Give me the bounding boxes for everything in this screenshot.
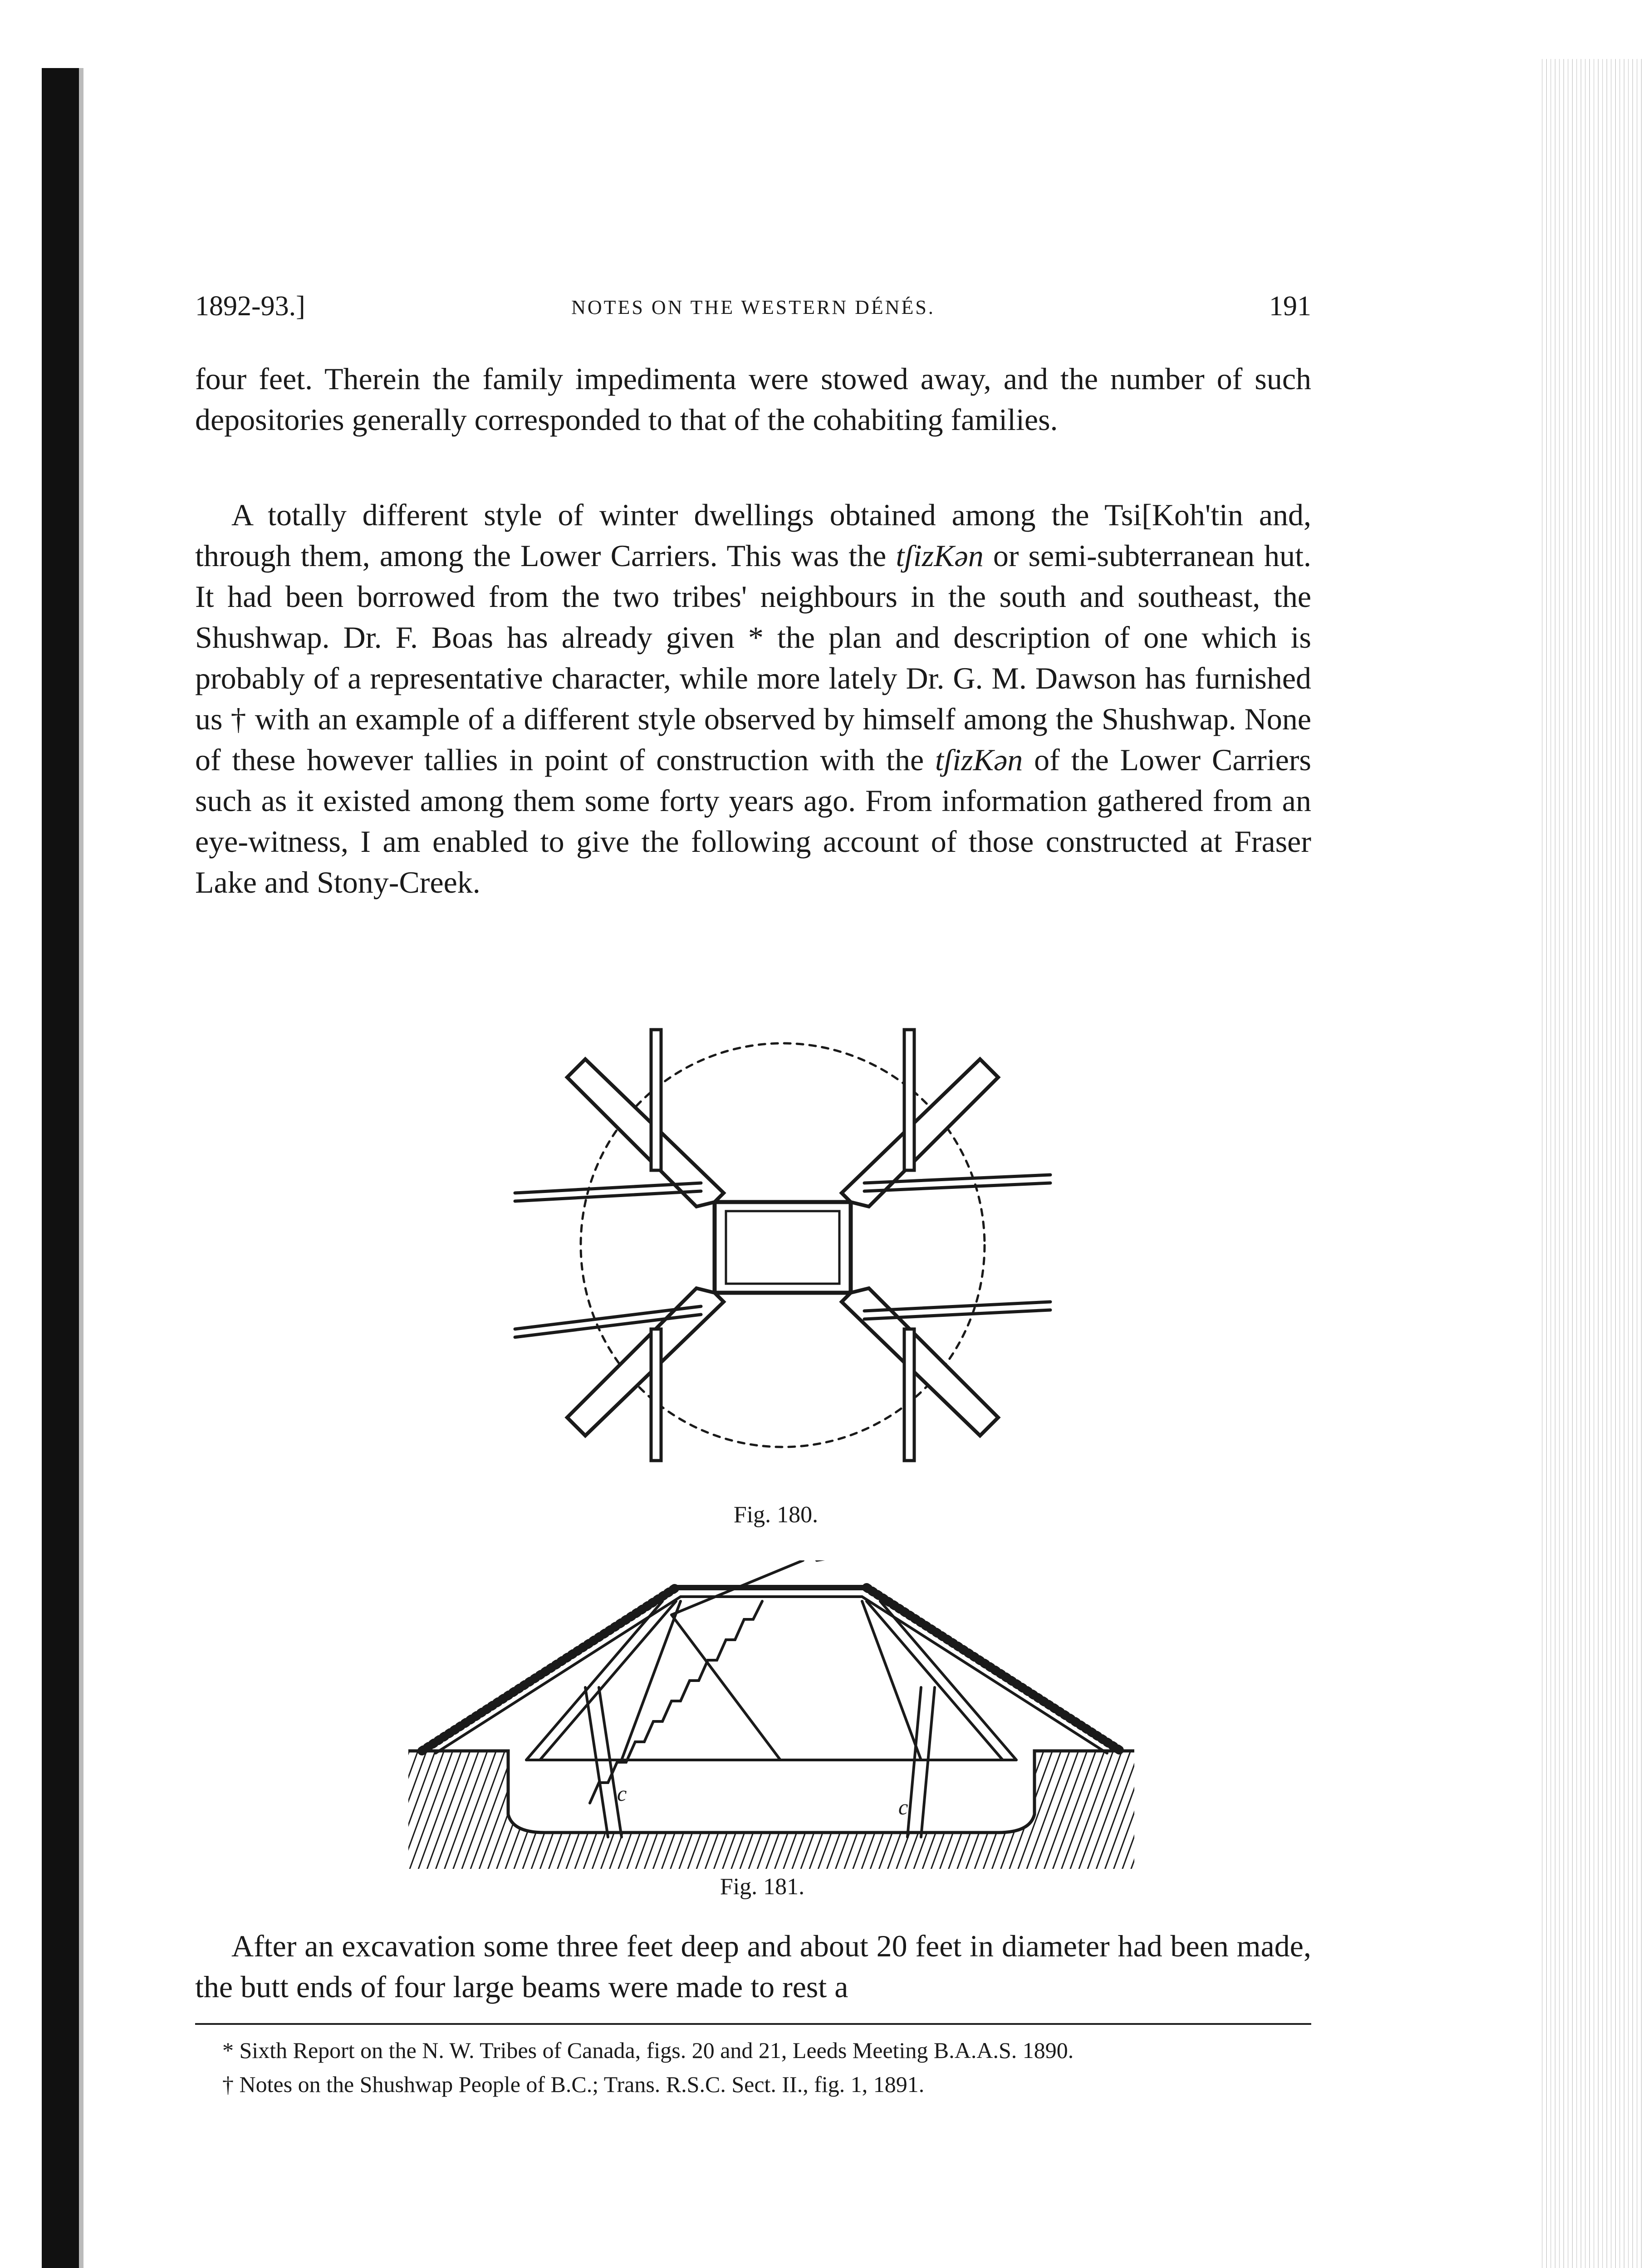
footnote-2: † Notes on the Shushwap People of B.C.; Trans. R.S.C. Sect. II., fig. 1, 1891.	[222, 2072, 925, 2097]
label-c-left: c	[617, 1782, 627, 1806]
tribe-name-bracket: [	[1142, 498, 1152, 532]
paragraph-2-part-b: or semi-subterranean hut. It had been borrowed from the two tribes' neighbours in the south and southeast, the Shushwap. Dr. F. Boas has already given * the plan and description of one which is probably of a representative character, while more lately Dr. G. M. Dawson has furnished us † with an example of a different style observed by himself among the Shushwap. None of these however tallies in point of construction with the	[195, 538, 1311, 777]
scan-right-edge-noise	[1538, 59, 1642, 2268]
page-number: 191	[1269, 291, 1311, 322]
paragraph-2-part-a: A totally different style of winter dwellings obtained among the Tsi	[231, 498, 1142, 532]
paragraph-3: After an excavation some three feet deep and about 20 feet in diameter had been made, the butt ends of four large beams were made to rest a	[195, 1929, 1311, 2004]
scan-binding-edge	[79, 68, 83, 2268]
footnote-1: * Sixth Report on the N. W. Tribes of Canada, figs. 20 and 21, Leeds Meeting B.A.A.S. 1890.	[222, 2038, 1074, 2063]
footnote-rule	[195, 2023, 1311, 2025]
scan-binding-shadow	[42, 68, 79, 2268]
figure-180-caption: Fig. 180.	[733, 1502, 819, 1528]
paragraph-1: four feet. Therein the family impedimenta were stowed away, and the number of such depositories generally corresponded to that of the cohabiting families.	[195, 362, 1311, 437]
paragraph-2-part-c: of the Lower Carriers such as it existed among them some forty years ago. From information gathered from an eye-witness, I am enabled to give the following account of those constructed at Fraser Lake and Stony-Creek.	[195, 743, 1311, 899]
figure-180-plan-diagram	[501, 1012, 1064, 1479]
figure-181-section-diagram	[408, 1560, 1134, 1869]
figure-181-caption: Fig. 181.	[720, 1874, 805, 1900]
term-tshizkan-2: tʃizKən	[935, 743, 1023, 777]
running-header	[195, 290, 1311, 331]
header-year: 1892-93.]	[195, 291, 305, 322]
book-page	[195, 0, 1311, 2268]
header-title: NOTES ON THE WESTERN DÉNÉS.	[571, 296, 935, 318]
term-tshizkan-1: tʃizKən	[896, 538, 984, 573]
paragraph-2-part-a2: Koh'tin and, through them, among the Lower Carriers. This was the	[195, 498, 1311, 573]
paragraph-2	[195, 494, 1311, 903]
label-c-right: c	[898, 1795, 908, 1819]
